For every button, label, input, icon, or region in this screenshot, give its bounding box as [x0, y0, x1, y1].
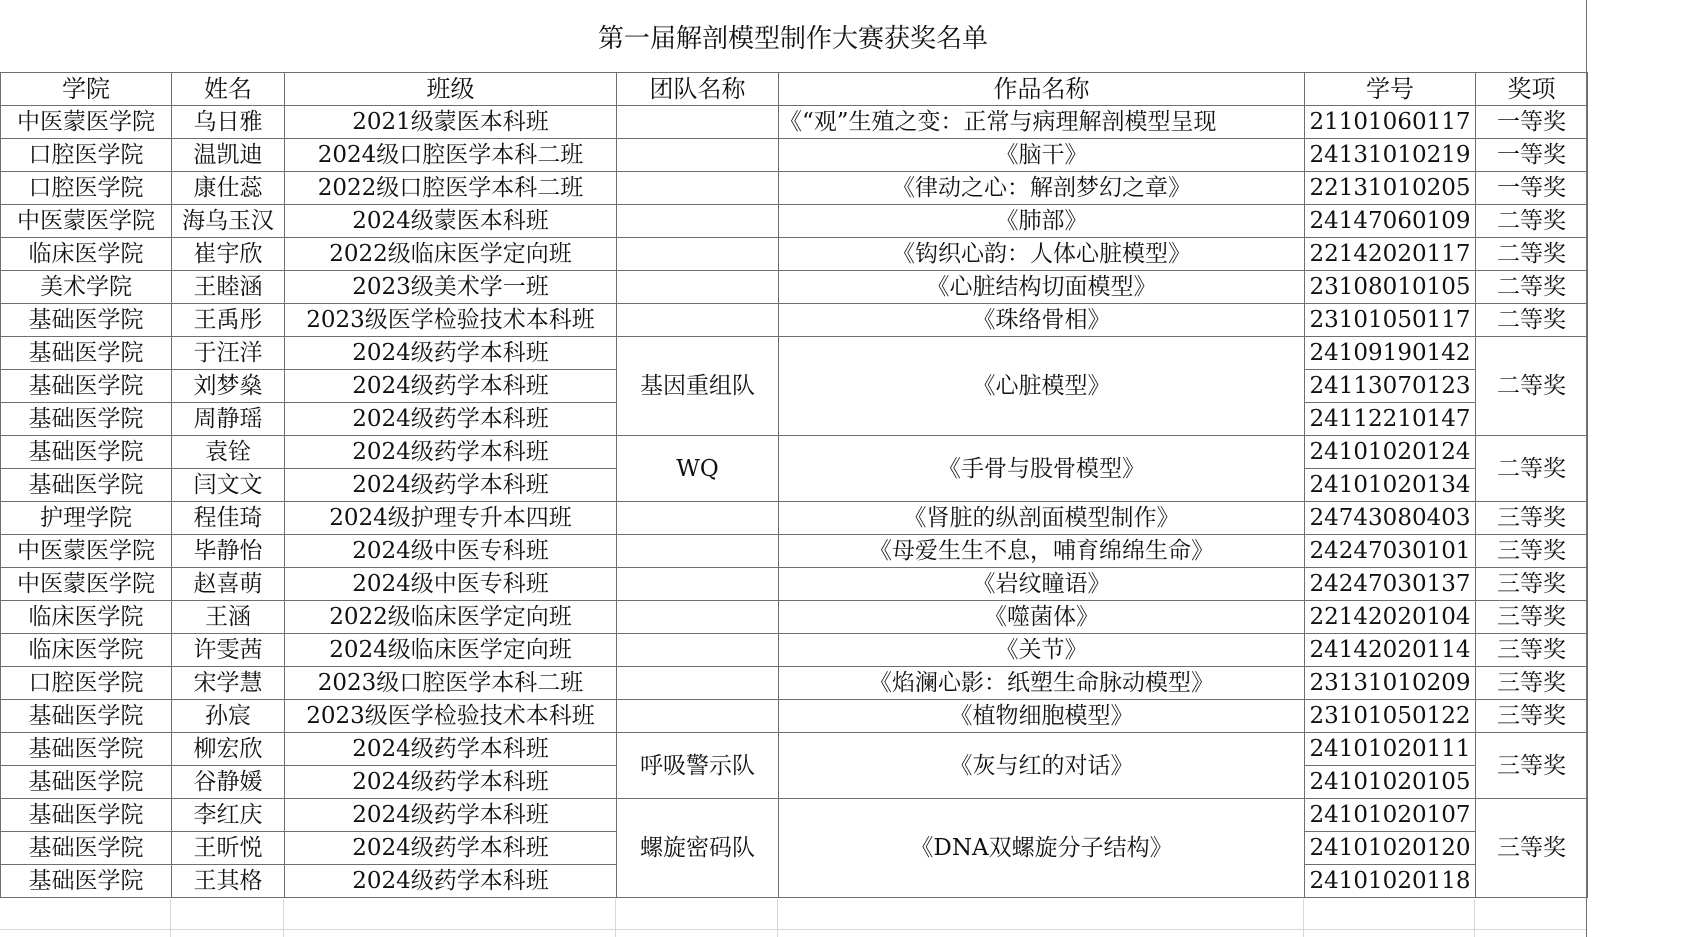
cell-class[interactable]: 2024级中医专科班	[285, 568, 617, 601]
cell-name[interactable]: 王其格	[172, 865, 285, 898]
sheet-title: 第一届解剖模型制作大赛获奖名单	[597, 23, 988, 54]
cell-student-id[interactable]: 24101020111	[1305, 733, 1476, 766]
cell-class[interactable]: 2024级药学本科班	[285, 436, 617, 469]
cell-student-id[interactable]: 23101050122	[1305, 700, 1476, 733]
cell-work[interactable]: 《噬菌体》	[779, 601, 1305, 634]
table-row	[1, 535, 1588, 568]
empty-gridline	[0, 929, 1586, 930]
cell-award[interactable]: 三等奖	[1476, 634, 1588, 667]
table-row	[1, 271, 1588, 304]
cell-name[interactable]: 刘梦燊	[172, 370, 285, 403]
cell-college[interactable]: 美术学院	[1, 271, 172, 304]
cell-award-merged[interactable]: 二等奖	[1476, 436, 1588, 502]
cell-class[interactable]: 2024级药学本科班	[285, 337, 617, 370]
cell-name[interactable]: 于汪洋	[172, 337, 285, 370]
cell-name[interactable]: 崔宇欣	[172, 238, 285, 271]
cell-work[interactable]: 《珠络骨相》	[779, 304, 1305, 337]
header-student-id[interactable]: 学号	[1305, 73, 1476, 106]
cell-student-id[interactable]: 22142020117	[1305, 238, 1476, 271]
cell-award[interactable]: 二等奖	[1476, 205, 1588, 238]
cell-class[interactable]: 2024级药学本科班	[285, 469, 617, 502]
cell-award[interactable]: 三等奖	[1476, 535, 1588, 568]
cell-work[interactable]: 《律动之心：解剖梦幻之章》	[779, 172, 1305, 205]
cell-name[interactable]: 周静瑶	[172, 403, 285, 436]
cell-college[interactable]: 临床医学院	[1, 601, 172, 634]
cell-class[interactable]: 2022级临床医学定向班	[285, 601, 617, 634]
cell-class[interactable]: 2024级护理专升本四班	[285, 502, 617, 535]
cell-name[interactable]: 王昕悦	[172, 832, 285, 865]
cell-name[interactable]: 谷静媛	[172, 766, 285, 799]
cell-name[interactable]: 王禹彤	[172, 304, 285, 337]
cell-team[interactable]	[617, 304, 779, 337]
cell-award[interactable]: 三等奖	[1476, 601, 1588, 634]
table-row	[1, 568, 1588, 601]
cell-college[interactable]: 基础医学院	[1, 304, 172, 337]
table-row	[1, 139, 1588, 172]
cell-team[interactable]	[617, 205, 779, 238]
cell-student-id[interactable]: 23108010105	[1305, 271, 1476, 304]
cell-award[interactable]: 三等奖	[1476, 502, 1588, 535]
cell-team[interactable]	[617, 700, 779, 733]
cell-team[interactable]	[617, 271, 779, 304]
cell-award-merged[interactable]: 二等奖	[1476, 337, 1588, 436]
cell-college[interactable]: 临床医学院	[1, 634, 172, 667]
cell-class[interactable]: 2024级药学本科班	[285, 799, 617, 832]
cell-college[interactable]: 基础医学院	[1, 337, 172, 370]
table-row	[1, 172, 1588, 205]
cell-student-id[interactable]: 24109190142	[1305, 337, 1476, 370]
cell-college[interactable]: 中医蒙医学院	[1, 535, 172, 568]
cell-college[interactable]: 基础医学院	[1, 733, 172, 766]
cell-award[interactable]: 二等奖	[1476, 238, 1588, 271]
cell-college[interactable]: 基础医学院	[1, 766, 172, 799]
cell-class[interactable]: 2024级药学本科班	[285, 766, 617, 799]
cell-college[interactable]: 基础医学院	[1, 865, 172, 898]
cell-student-id[interactable]: 21101060117	[1305, 106, 1476, 139]
cell-team[interactable]	[617, 238, 779, 271]
cell-student-id[interactable]: 24101020124	[1305, 436, 1476, 469]
cell-college[interactable]: 中医蒙医学院	[1, 106, 172, 139]
table-row	[1, 304, 1588, 337]
awards-table	[0, 72, 1588, 898]
empty-gridline	[1474, 899, 1475, 937]
cell-award[interactable]: 二等奖	[1476, 271, 1588, 304]
cell-team-merged[interactable]: 螺旋密码队	[617, 799, 779, 898]
cell-award[interactable]: 三等奖	[1476, 700, 1588, 733]
cell-award[interactable]: 二等奖	[1476, 304, 1588, 337]
cell-student-id[interactable]: 24101020134	[1305, 469, 1476, 502]
cell-name[interactable]: 李红庆	[172, 799, 285, 832]
cell-team-merged[interactable]: WQ	[617, 436, 779, 502]
cell-name[interactable]: 乌日雅	[172, 106, 285, 139]
cell-student-id[interactable]: 24147060109	[1305, 205, 1476, 238]
cell-award-merged[interactable]: 三等奖	[1476, 733, 1588, 799]
cell-work-merged[interactable]: 《DNA双螺旋分子结构》	[779, 799, 1305, 898]
table-row	[1, 601, 1588, 634]
cell-team[interactable]	[617, 106, 779, 139]
table-row	[1, 799, 1588, 832]
cell-student-id[interactable]: 24142020114	[1305, 634, 1476, 667]
cell-team-merged[interactable]: 基因重组队	[617, 337, 779, 436]
cell-work-merged[interactable]: 《心脏模型》	[779, 337, 1305, 436]
cell-name[interactable]: 赵喜萌	[172, 568, 285, 601]
cell-student-id[interactable]: 23131010209	[1305, 667, 1476, 700]
cell-team[interactable]	[617, 601, 779, 634]
empty-gridline	[1303, 899, 1304, 937]
cell-college[interactable]: 护理学院	[1, 502, 172, 535]
cell-student-id[interactable]: 23101050117	[1305, 304, 1476, 337]
cell-team-merged[interactable]: 呼吸警示队	[617, 733, 779, 799]
cell-team[interactable]	[617, 502, 779, 535]
cell-work[interactable]: 《岩纹瞳语》	[779, 568, 1305, 601]
table-row	[1, 634, 1588, 667]
table-row	[1, 205, 1588, 238]
header-class[interactable]: 班级	[285, 73, 617, 106]
header-award[interactable]: 奖项	[1476, 73, 1588, 106]
cell-award[interactable]: 三等奖	[1476, 667, 1588, 700]
cell-college[interactable]: 基础医学院	[1, 403, 172, 436]
table-row	[1, 667, 1588, 700]
table-row	[1, 106, 1588, 139]
table-row	[1, 733, 1588, 766]
cell-college[interactable]: 基础医学院	[1, 436, 172, 469]
empty-gridline	[283, 899, 284, 937]
cell-name[interactable]: 王涵	[172, 601, 285, 634]
cell-college[interactable]: 基础医学院	[1, 700, 172, 733]
cell-name[interactable]: 海乌玉汉	[172, 205, 285, 238]
cell-team[interactable]	[617, 535, 779, 568]
cell-student-id[interactable]: 24101020107	[1305, 799, 1476, 832]
cell-name[interactable]: 孙宸	[172, 700, 285, 733]
header-row	[1, 73, 1588, 106]
cell-award[interactable]: 一等奖	[1476, 172, 1588, 205]
header-team[interactable]: 团队名称	[617, 73, 779, 106]
cell-college[interactable]: 临床医学院	[1, 238, 172, 271]
cell-work[interactable]: 《肾脏的纵剖面模型制作》	[779, 502, 1305, 535]
cell-class[interactable]: 2023级口腔医学本科二班	[285, 667, 617, 700]
cell-work-merged[interactable]: 《灰与红的对话》	[779, 733, 1305, 799]
table-row	[1, 502, 1588, 535]
cell-college[interactable]: 基础医学院	[1, 370, 172, 403]
cell-class[interactable]: 2024级口腔医学本科二班	[285, 139, 617, 172]
cell-class[interactable]: 2024级临床医学定向班	[285, 634, 617, 667]
cell-award[interactable]: 一等奖	[1476, 139, 1588, 172]
table-row	[1, 238, 1588, 271]
cell-student-id[interactable]: 24247030101	[1305, 535, 1476, 568]
table-row	[1, 436, 1588, 469]
cell-college[interactable]: 口腔医学院	[1, 139, 172, 172]
cell-class[interactable]: 2024级药学本科班	[285, 832, 617, 865]
sheet-right-border	[1586, 0, 1587, 937]
cell-class[interactable]: 2024级药学本科班	[285, 403, 617, 436]
cell-name[interactable]: 温凯迪	[172, 139, 285, 172]
cell-award[interactable]: 一等奖	[1476, 106, 1588, 139]
empty-gridline	[777, 899, 778, 937]
cell-work[interactable]: 《“观”生殖之变：正常与病理解剖模型呈现	[779, 106, 1305, 139]
cell-college[interactable]: 基础医学院	[1, 832, 172, 865]
header-college[interactable]: 学院	[1, 73, 172, 106]
table-row	[1, 337, 1588, 370]
cell-student-id[interactable]: 24113070123	[1305, 370, 1476, 403]
cell-class[interactable]: 2024级药学本科班	[285, 733, 617, 766]
cell-student-id[interactable]: 24131010219	[1305, 139, 1476, 172]
cell-college[interactable]: 基础医学院	[1, 799, 172, 832]
cell-award[interactable]: 三等奖	[1476, 568, 1588, 601]
cell-work[interactable]: 《钩织心韵：人体心脏模型》	[779, 238, 1305, 271]
cell-class[interactable]: 2024级中医专科班	[285, 535, 617, 568]
empty-gridline	[170, 899, 171, 937]
cell-work-merged[interactable]: 《手骨与股骨模型》	[779, 436, 1305, 502]
cell-work[interactable]: 《脑干》	[779, 139, 1305, 172]
cell-student-id[interactable]: 24101020105	[1305, 766, 1476, 799]
cell-team[interactable]	[617, 634, 779, 667]
cell-class[interactable]: 2023级医学检验技术本科班	[285, 700, 617, 733]
cell-team[interactable]	[617, 172, 779, 205]
cell-work[interactable]: 《心脏结构切面模型》	[779, 271, 1305, 304]
cell-college[interactable]: 中医蒙医学院	[1, 568, 172, 601]
cell-name[interactable]: 袁铨	[172, 436, 285, 469]
cell-college[interactable]: 口腔医学院	[1, 667, 172, 700]
cell-work[interactable]: 《关节》	[779, 634, 1305, 667]
empty-gridline	[615, 899, 616, 937]
cell-work[interactable]: 《植物细胞模型》	[779, 700, 1305, 733]
cell-team[interactable]	[617, 568, 779, 601]
cell-team[interactable]	[617, 667, 779, 700]
cell-college[interactable]: 口腔医学院	[1, 172, 172, 205]
table-row	[1, 700, 1588, 733]
cell-class[interactable]: 2024级药学本科班	[285, 865, 617, 898]
cell-name[interactable]: 宋学慧	[172, 667, 285, 700]
cell-student-id[interactable]: 22131010205	[1305, 172, 1476, 205]
header-work[interactable]: 作品名称	[779, 73, 1305, 106]
cell-student-id[interactable]: 24743080403	[1305, 502, 1476, 535]
cell-work[interactable]: 《焰澜心影：纸塑生命脉动模型》	[779, 667, 1305, 700]
cell-class[interactable]: 2022级临床医学定向班	[285, 238, 617, 271]
cell-name[interactable]: 程佳琦	[172, 502, 285, 535]
cell-name[interactable]: 许雯茜	[172, 634, 285, 667]
cell-class[interactable]: 2024级药学本科班	[285, 370, 617, 403]
cell-name[interactable]: 康仕蕊	[172, 172, 285, 205]
cell-work[interactable]: 《肺部》	[779, 205, 1305, 238]
header-name[interactable]: 姓名	[172, 73, 285, 106]
cell-class[interactable]: 2024级蒙医本科班	[285, 205, 617, 238]
cell-class[interactable]: 2022级口腔医学本科二班	[285, 172, 617, 205]
cell-student-id[interactable]: 24247030137	[1305, 568, 1476, 601]
cell-award-merged[interactable]: 三等奖	[1476, 799, 1588, 898]
cell-college[interactable]: 中医蒙医学院	[1, 205, 172, 238]
cell-college[interactable]: 基础医学院	[1, 469, 172, 502]
cell-class[interactable]: 2023级医学检验技术本科班	[285, 304, 617, 337]
cell-class[interactable]: 2023级美术学一班	[285, 271, 617, 304]
cell-student-id[interactable]: 24101020120	[1305, 832, 1476, 865]
cell-student-id[interactable]: 22142020104	[1305, 601, 1476, 634]
cell-name[interactable]: 柳宏欣	[172, 733, 285, 766]
cell-student-id[interactable]: 24101020118	[1305, 865, 1476, 898]
cell-name[interactable]: 闫文文	[172, 469, 285, 502]
cell-class[interactable]: 2021级蒙医本科班	[285, 106, 617, 139]
cell-work[interactable]: 《母爱生生不息，哺育绵绵生命》	[779, 535, 1305, 568]
cell-name[interactable]: 王睦涵	[172, 271, 285, 304]
cell-team[interactable]	[617, 139, 779, 172]
cell-student-id[interactable]: 24112210147	[1305, 403, 1476, 436]
cell-name[interactable]: 毕静怡	[172, 535, 285, 568]
